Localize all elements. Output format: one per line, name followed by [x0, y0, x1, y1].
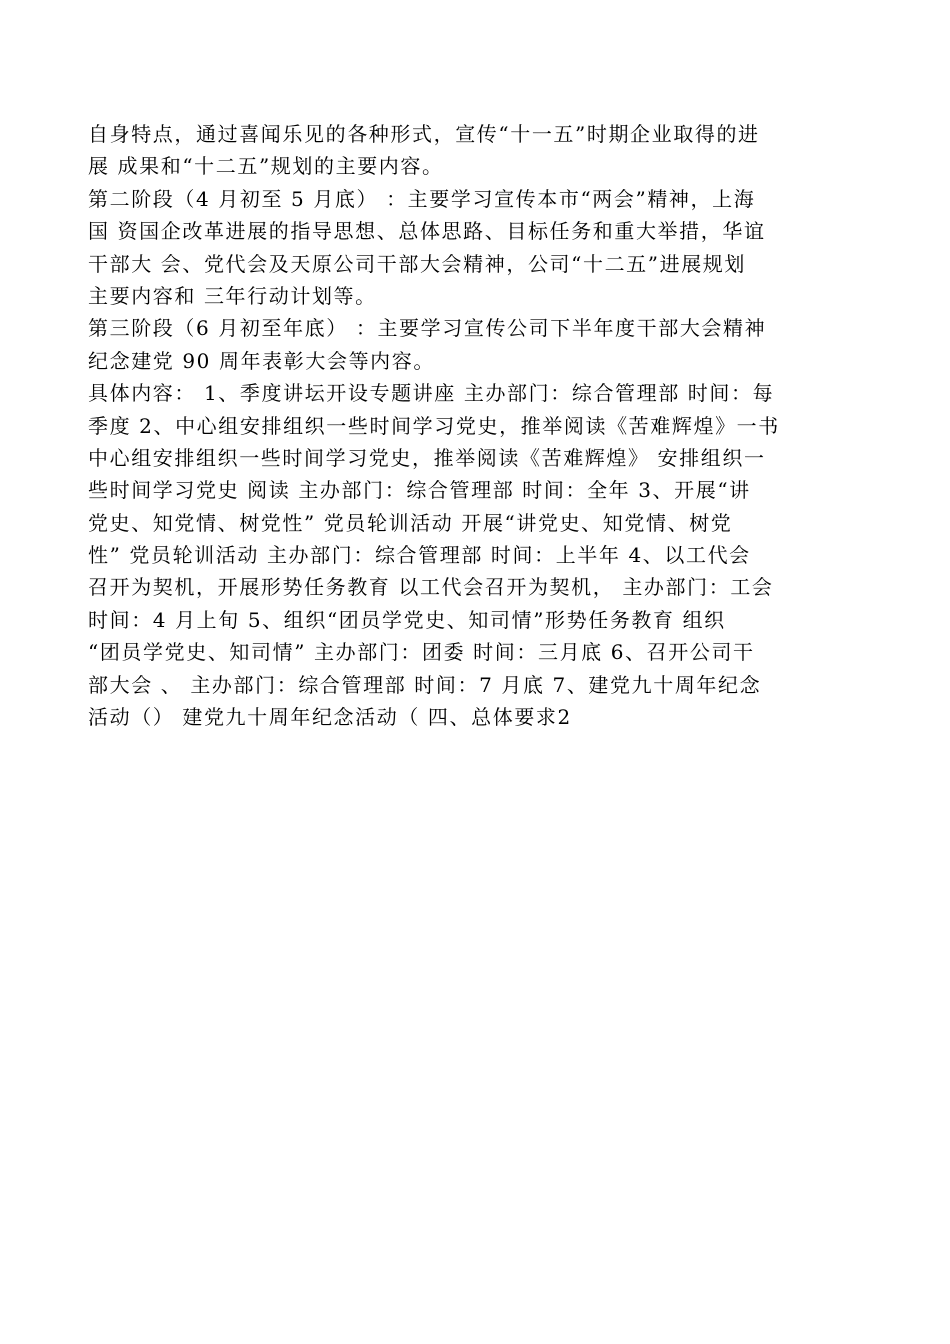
text-line: 性” 党员轮训活动 主办部门：综合管理部 时间：上半年 4、以工代会 [88, 543, 751, 568]
text-line: 时间：4 月上旬 5、组织“团员学党史、知司情”形势任务教育 组织 [88, 607, 726, 632]
text-line: 召开为契机，开展形势任务教育 以工代会召开为契机， 主办部门：工会 [88, 575, 774, 600]
text-line: 第二阶段（4 月初至 5 月底） ：主要学习宣传本市“两会”精神，上海 [88, 186, 756, 211]
text-line: 部大会 、 主办部门：综合管理部 时间：7 月底 7、建党九十周年纪念 [88, 672, 762, 697]
text-line: 自身特点，通过喜闻乐见的各种形式，宣传“十一五”时期企业取得的进 [88, 122, 760, 146]
text-line: 主要内容和 三年行动计划等。 [88, 283, 377, 308]
text-line: 季度 2、中心组安排组织一些时间学习党史，推举阅读《苦难辉煌》一书 [88, 413, 780, 438]
text-line: “团员学党史、知司情” 主办部门：团委 时间：三月底 6、召开公司干 [88, 640, 755, 665]
text-line: 党史、知党情、树党性” 党员轮训活动 开展“讲党史、知党情、树党 [88, 510, 733, 535]
text-line: 些时间学习党史 阅读 主办部门：综合管理部 时间：全年 3、开展“讲 [88, 478, 751, 503]
body-text [88, 118, 868, 733]
text-line: 第三阶段（6 月初至年底） ：主要学习宣传公司下半年度干部大会精神 [88, 316, 767, 341]
text-line: 具体内容： 1、季度讲坛开设专题讲座 主办部门：综合管理部 时间：每 [88, 381, 775, 406]
text-line: 展 成果和“十二五”规划的主要内容。 [88, 154, 444, 179]
text-line: 活动（） 建党九十周年纪念活动（ 四、总体要求2 [88, 705, 572, 730]
text-line: 纪念建党 90 周年表彰大会等内容。 [88, 348, 435, 373]
text-line: 中心组安排组织一些时间学习党史，推举阅读《苦难辉煌》 安排组织一 [88, 445, 766, 470]
text-line: 国 资国企改革进展的指导思想、总体思路、目标任务和重大举措，华谊 [88, 219, 766, 244]
text-line: 干部大 会、党代会及天原公司干部大会精神，公司“十二五”进展规划 [88, 251, 747, 276]
